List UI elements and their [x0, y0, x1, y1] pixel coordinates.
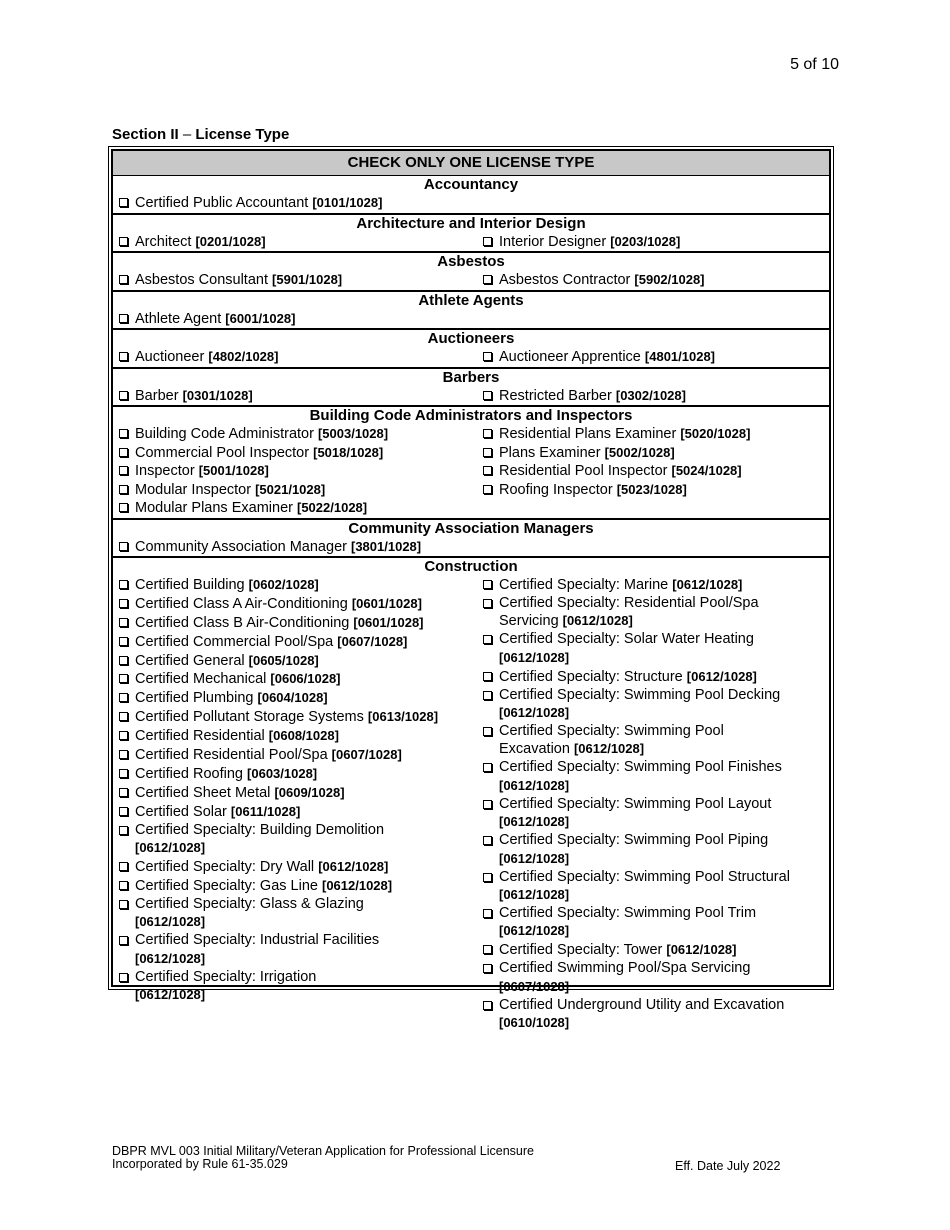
- checkbox-icon[interactable]: [119, 466, 128, 475]
- license-label: Certified Specialty: Swimming Pool Finishes: [499, 759, 782, 776]
- license-label: Athlete Agent: [135, 310, 222, 327]
- license-group-architecture: [113, 215, 829, 254]
- license-code: [5022/1028]: [297, 500, 368, 515]
- license-option[interactable]: [119, 969, 471, 1005]
- license-option[interactable]: [119, 462, 471, 481]
- license-label: Community Association Manager: [135, 538, 347, 555]
- license-label: Certified Mechanical: [135, 671, 267, 688]
- license-option[interactable]: [119, 271, 471, 290]
- license-label: Certified Specialty: Industrial Facilities: [135, 932, 380, 949]
- license-option[interactable]: [483, 481, 829, 500]
- checkbox-icon[interactable]: [119, 237, 128, 246]
- checkbox-icon[interactable]: [119, 314, 128, 323]
- license-option[interactable]: [483, 595, 829, 631]
- license-code: [0612/1028]: [135, 950, 206, 966]
- checkbox-icon[interactable]: [483, 275, 492, 284]
- group-heading: Community Association Managers: [348, 519, 594, 537]
- license-option[interactable]: [483, 796, 829, 832]
- footer-rule: Incorporated by Rule 61-35.029: [112, 1157, 288, 1171]
- license-label: Certified General: [135, 652, 245, 669]
- license-code: [5024/1028]: [671, 463, 742, 478]
- license-label: Auctioneer Apprentice: [499, 349, 641, 365]
- checkbox-icon[interactable]: [119, 542, 128, 551]
- checkbox-icon[interactable]: [119, 275, 128, 284]
- license-label: Plans Examiner: [499, 444, 601, 461]
- right-column: [471, 271, 829, 290]
- license-option[interactable]: [483, 233, 829, 252]
- license-option[interactable]: [119, 481, 471, 500]
- license-label: Certified Plumbing: [135, 690, 254, 707]
- left-column: [113, 194, 829, 213]
- license-option[interactable]: [119, 614, 471, 633]
- license-option[interactable]: [119, 310, 829, 329]
- section-heading: License Type: [195, 126, 290, 143]
- license-label: Architect: [135, 233, 192, 250]
- license-group-barbers: [113, 369, 829, 408]
- license-code: [0612/1028]: [499, 777, 570, 793]
- license-option[interactable]: [119, 233, 471, 252]
- checkbox-icon[interactable]: [119, 900, 128, 909]
- license-option[interactable]: [483, 348, 829, 367]
- license-group-accountancy: [113, 176, 829, 215]
- license-label: Certified Specialty: Marine: [499, 577, 669, 593]
- group-heading: Accountancy: [423, 176, 519, 193]
- group-heading: Auctioneers: [427, 330, 515, 347]
- license-label: Certified Specialty: Swimming Pool Trim: [499, 904, 757, 921]
- right-column: [471, 387, 829, 406]
- license-option[interactable]: [119, 822, 471, 858]
- license-option[interactable]: [483, 905, 829, 941]
- checkbox-icon[interactable]: [119, 580, 128, 589]
- checkbox-icon[interactable]: [483, 672, 492, 681]
- checkbox-icon[interactable]: [483, 599, 492, 608]
- license-option[interactable]: [119, 425, 471, 444]
- license-code: [0604/1028]: [257, 690, 328, 706]
- license-type-table: [108, 146, 834, 1031]
- left-column: [113, 310, 829, 329]
- checkbox-icon[interactable]: [119, 731, 128, 740]
- left-column: [113, 576, 471, 1033]
- checkbox-icon[interactable]: [119, 352, 128, 361]
- license-code: [0602/1028]: [248, 577, 319, 592]
- checkbox-icon[interactable]: [483, 691, 492, 700]
- footer: [112, 1145, 534, 1171]
- license-option[interactable]: [119, 727, 471, 746]
- checkbox-icon[interactable]: [119, 881, 128, 890]
- license-code: [0609/1028]: [274, 784, 345, 800]
- license-code: [0612/1028]: [135, 987, 206, 1003]
- left-column: [113, 425, 471, 518]
- license-option[interactable]: [119, 896, 471, 932]
- license-group-building: [113, 407, 829, 520]
- license-option[interactable]: [483, 576, 829, 595]
- license-code: [0612/1028]: [318, 858, 389, 874]
- license-code: [0612/1028]: [499, 814, 570, 830]
- license-label: Modular Inspector: [135, 481, 252, 498]
- license-code: [0612/1028]: [562, 613, 633, 629]
- checkbox-icon[interactable]: [119, 503, 128, 512]
- checkbox-icon[interactable]: [119, 788, 128, 797]
- license-code: [0603/1028]: [247, 765, 318, 781]
- checkbox-icon[interactable]: [119, 712, 128, 721]
- group-heading: Asbestos: [437, 253, 505, 270]
- license-option[interactable]: [119, 194, 829, 213]
- group-heading: Barbers: [442, 368, 500, 386]
- license-label: Certified Public Accountant: [135, 195, 309, 211]
- license-label: Residential Plans Examiner: [499, 426, 677, 442]
- license-code: [4801/1028]: [644, 349, 716, 364]
- checkbox-icon[interactable]: [119, 807, 128, 816]
- checkbox-icon[interactable]: [483, 1001, 492, 1010]
- section-label: Section II: [112, 126, 179, 143]
- license-label: Certified Roofing: [135, 765, 243, 782]
- license-code: [5018/1028]: [313, 444, 384, 460]
- footer-form-title: DBPR MVL 003 Initial Military/Veteran Application for Professional Licensure: [112, 1144, 534, 1158]
- license-code: [3801/1028]: [351, 538, 422, 554]
- license-label: Certified Building: [135, 577, 245, 593]
- checkbox-icon[interactable]: [483, 448, 492, 457]
- left-column: [113, 387, 471, 406]
- license-code: [0610/1028]: [499, 1015, 570, 1031]
- license-label: Certified Underground Utility and Excavation: [499, 996, 785, 1013]
- license-code: [0601/1028]: [351, 595, 422, 611]
- checkbox-icon[interactable]: [483, 964, 492, 973]
- license-label-continued: Servicing: [499, 613, 559, 630]
- license-label: Certified Class B Air-Conditioning: [135, 614, 350, 631]
- license-code: [5021/1028]: [255, 481, 326, 497]
- license-label: Certified Class A Air-Conditioning: [135, 595, 348, 612]
- checkbox-icon[interactable]: [483, 466, 492, 475]
- checkbox-icon[interactable]: [119, 599, 128, 608]
- license-label: Residential Pool Inspector: [499, 463, 668, 479]
- checkbox-icon[interactable]: [119, 618, 128, 627]
- group-heading: Athlete Agents: [418, 291, 524, 309]
- license-option[interactable]: [119, 708, 471, 727]
- checkbox-icon[interactable]: [483, 945, 492, 954]
- license-code: [0607/1028]: [331, 747, 402, 763]
- license-option[interactable]: [119, 387, 471, 406]
- license-label: Certified Residential: [135, 728, 265, 745]
- license-option[interactable]: [483, 723, 829, 759]
- license-option[interactable]: [483, 462, 829, 481]
- checkbox-icon[interactable]: [483, 800, 492, 809]
- checkbox-icon[interactable]: [483, 836, 492, 845]
- license-label: Certified Swimming Pool/Spa Servicing: [499, 960, 751, 977]
- license-code: [4802/1028]: [208, 349, 279, 364]
- license-option[interactable]: [119, 652, 471, 671]
- license-label: Certified Pollutant Storage Systems: [135, 709, 364, 726]
- license-label: Restricted Barber: [499, 387, 612, 404]
- license-option[interactable]: [119, 877, 471, 896]
- license-option[interactable]: [119, 633, 471, 652]
- checkbox-icon[interactable]: [483, 873, 492, 882]
- license-option[interactable]: [483, 687, 829, 723]
- license-code: [0612/1028]: [135, 914, 206, 930]
- checkbox-icon[interactable]: [119, 973, 128, 982]
- license-code: [0612/1028]: [666, 942, 737, 958]
- license-code: [5901/1028]: [272, 272, 343, 287]
- license-label-continued: Excavation: [499, 741, 570, 758]
- license-option[interactable]: [483, 387, 829, 406]
- checkbox-icon[interactable]: [119, 693, 128, 702]
- license-option[interactable]: [119, 784, 471, 803]
- license-code: [0612/1028]: [686, 668, 757, 684]
- license-label: Certified Specialty: Structure: [499, 668, 683, 685]
- license-code: [0612/1028]: [499, 923, 570, 939]
- license-code: [5002/1028]: [604, 444, 675, 460]
- license-option[interactable]: [483, 832, 829, 868]
- license-code: [0611/1028]: [230, 803, 301, 819]
- right-column: [471, 576, 829, 1033]
- license-label: Certified Specialty: Tower: [499, 942, 663, 959]
- right-column: [471, 425, 829, 518]
- license-code: [5003/1028]: [317, 426, 389, 441]
- license-option[interactable]: [119, 858, 471, 877]
- license-label: Certified Specialty: Swimming Pool Layout: [499, 795, 772, 812]
- checkbox-icon[interactable]: [483, 580, 492, 589]
- license-group-asbestos: [113, 253, 829, 292]
- license-option[interactable]: [119, 803, 471, 822]
- license-code: [0612/1028]: [573, 741, 645, 757]
- license-label: Certified Specialty: Swimming Pool Decking: [499, 686, 781, 703]
- group-heading: Construction: [424, 558, 518, 575]
- license-option[interactable]: [119, 670, 471, 689]
- checkbox-icon[interactable]: [483, 237, 492, 246]
- license-label: Roofing Inspector: [499, 481, 613, 498]
- license-code: [0101/1028]: [312, 195, 383, 210]
- checkbox-icon[interactable]: [483, 635, 492, 644]
- license-label: Certified Specialty: Swimming Pool: [499, 722, 724, 739]
- checkbox-icon[interactable]: [483, 727, 492, 736]
- checkbox-icon[interactable]: [483, 352, 492, 361]
- license-code: [0612/1028]: [499, 705, 570, 721]
- license-option[interactable]: [119, 932, 471, 968]
- left-column: [113, 348, 471, 367]
- checkbox-icon[interactable]: [119, 936, 128, 945]
- license-label: Certified Specialty: Glass & Glazing: [135, 895, 364, 912]
- license-label: Barber: [135, 387, 179, 404]
- license-label: Modular Plans Examiner: [135, 500, 293, 516]
- checkbox-icon[interactable]: [119, 637, 128, 646]
- license-code: [0201/1028]: [195, 233, 266, 249]
- license-label: Interior Designer: [499, 233, 607, 250]
- license-label: Certified Specialty: Swimming Pool Structural: [499, 868, 790, 885]
- group-heading: Architecture and Interior Design: [356, 214, 586, 232]
- license-group-athlete: [113, 292, 829, 331]
- license-code: [0607/1028]: [337, 633, 408, 649]
- checkbox-icon[interactable]: [119, 448, 128, 457]
- license-code: [0605/1028]: [248, 652, 319, 668]
- license-option[interactable]: [119, 444, 471, 463]
- license-option[interactable]: [119, 538, 829, 557]
- license-label: Commercial Pool Inspector: [135, 444, 310, 461]
- license-code: [0606/1028]: [270, 671, 341, 687]
- license-option[interactable]: [119, 595, 471, 614]
- license-option[interactable]: [483, 425, 829, 444]
- license-option[interactable]: [483, 444, 829, 463]
- right-column: [471, 348, 829, 367]
- license-code: [0612/1028]: [321, 877, 393, 893]
- license-code: [0612/1028]: [499, 850, 570, 866]
- license-code: [5902/1028]: [634, 272, 705, 287]
- license-code: [0301/1028]: [182, 387, 253, 403]
- license-label: Certified Specialty: Dry Wall: [135, 858, 315, 875]
- checkbox-icon[interactable]: [483, 391, 492, 400]
- license-label: Certified Specialty: Gas Line: [135, 877, 318, 894]
- license-option[interactable]: [119, 765, 471, 784]
- license-code: [0612/1028]: [499, 887, 570, 903]
- license-label: Certified Specialty: Building Demolition: [135, 821, 385, 838]
- license-option[interactable]: [119, 348, 471, 367]
- license-label: Certified Solar: [135, 803, 227, 820]
- license-group-construction: [113, 558, 829, 1033]
- left-column: [113, 233, 471, 252]
- license-option[interactable]: [119, 689, 471, 708]
- license-label: Certified Commercial Pool/Spa: [135, 633, 334, 650]
- license-label: Asbestos Contractor: [499, 272, 631, 288]
- section-title: [112, 126, 289, 143]
- license-option[interactable]: [483, 960, 829, 996]
- license-code: [0601/1028]: [353, 614, 424, 630]
- license-code: [0612/1028]: [672, 577, 743, 592]
- license-label: Certified Residential Pool/Spa: [135, 747, 328, 764]
- checkbox-icon[interactable]: [119, 674, 128, 683]
- license-label: Certified Specialty: Irrigation: [135, 968, 317, 985]
- license-option[interactable]: [483, 997, 829, 1033]
- checkbox-icon[interactable]: [483, 763, 492, 772]
- license-code: [6001/1028]: [225, 310, 296, 326]
- license-label: Auctioneer: [135, 349, 205, 365]
- license-label: Building Code Administrator: [135, 426, 314, 442]
- checkbox-icon[interactable]: [483, 429, 492, 438]
- license-label: Inspector: [135, 463, 195, 479]
- page-number: 5 of 10: [790, 56, 839, 73]
- license-option[interactable]: [119, 746, 471, 765]
- checkbox-icon[interactable]: [119, 862, 128, 871]
- checkbox-icon[interactable]: [483, 485, 492, 494]
- license-label: Certified Specialty: Residential Pool/Spa: [499, 594, 759, 611]
- license-label: Asbestos Consultant: [135, 272, 268, 288]
- license-option[interactable]: [483, 631, 829, 667]
- checkbox-icon[interactable]: [119, 750, 128, 759]
- left-column: [113, 271, 471, 290]
- checkbox-icon[interactable]: [119, 826, 128, 835]
- license-code: [0607/1028]: [499, 978, 570, 994]
- license-code: [0613/1028]: [367, 709, 439, 725]
- license-option[interactable]: [119, 499, 471, 518]
- footer-effective-date: Eff. Date July 2022: [675, 1159, 781, 1173]
- license-code: [0612/1028]: [499, 649, 570, 665]
- license-label: Certified Specialty: Swimming Pool Piping: [499, 832, 769, 849]
- license-option[interactable]: [119, 576, 471, 595]
- right-column: [471, 233, 829, 252]
- license-code: [5023/1028]: [616, 481, 687, 497]
- license-code: [0612/1028]: [135, 840, 206, 856]
- license-group-community: [113, 520, 829, 559]
- license-code: [0302/1028]: [615, 387, 686, 403]
- section-dash: –: [178, 126, 196, 143]
- checkbox-icon[interactable]: [119, 769, 128, 778]
- license-code: [0203/1028]: [610, 233, 681, 249]
- checkbox-icon[interactable]: [119, 391, 128, 400]
- license-option[interactable]: [483, 271, 829, 290]
- checkbox-icon[interactable]: [119, 429, 128, 438]
- license-code: [0608/1028]: [268, 728, 339, 744]
- license-code: [5001/1028]: [198, 463, 269, 478]
- license-code: [5020/1028]: [680, 426, 751, 441]
- license-option[interactable]: [483, 759, 829, 795]
- license-label: Certified Specialty: Solar Water Heating: [499, 631, 754, 648]
- table-title: CHECK ONLY ONE LICENSE TYPE: [113, 151, 829, 176]
- checkbox-icon[interactable]: [119, 198, 128, 207]
- license-option[interactable]: [483, 668, 829, 687]
- license-group-auctioneers: [113, 330, 829, 369]
- checkbox-icon[interactable]: [483, 909, 492, 918]
- group-heading: Building Code Administrators and Inspectors: [309, 407, 633, 424]
- license-label: Certified Sheet Metal: [135, 784, 275, 801]
- left-column: [113, 538, 829, 557]
- checkbox-icon[interactable]: [119, 656, 128, 665]
- license-option[interactable]: [483, 869, 829, 905]
- license-option[interactable]: [483, 941, 829, 960]
- checkbox-icon[interactable]: [119, 485, 128, 494]
